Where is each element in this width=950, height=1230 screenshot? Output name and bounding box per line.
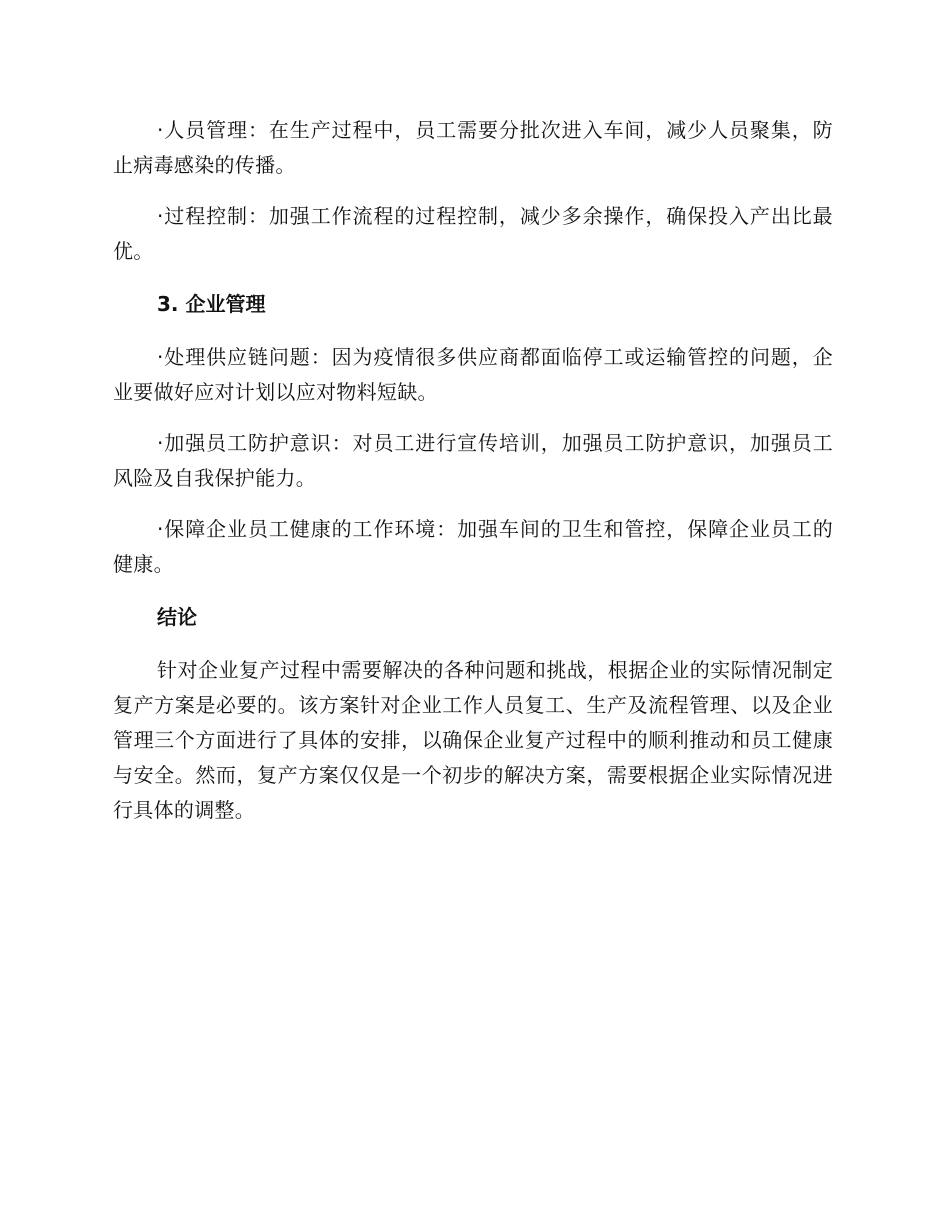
bullet-text: 因为疫情很多供应商都面临停工或运输管控的问题，企业要做好应对计划以应对物料短缺。 — [113, 345, 833, 404]
bullet-text: 对员工进行宣传培训，加强员工防护意识，加强员工风险及自我保护能力。 — [113, 431, 833, 490]
bullet-lead: ·人员管理： — [157, 118, 269, 142]
bullet-lead: ·过程控制： — [157, 204, 269, 228]
conclusion-paragraph: 针对企业复产过程中需要解决的各种问题和挑战，根据企业的实际情况制定复产方案是必要的。该方案针对企业工作人员复工、生产及流程管理、以及企业管理三个方面进行了具体的安排，以确保企业复产过程中的顺利推动和员工健康与安全。然而，复产方案仅仅是一个初步的解决方案，需要根据企业实际情况进行具体的调整。 — [113, 658, 833, 822]
bullet-text: 加强车间的卫生和管控，保障企业员工的健康。 — [113, 517, 833, 576]
section-heading-enterprise-management: 3. 企业管理 — [157, 292, 266, 316]
bullet-protection-awareness — [113, 426, 833, 496]
bullet-healthy-environment — [113, 512, 833, 582]
document-page — [113, 113, 833, 828]
bullet-supply-chain — [113, 340, 833, 410]
bullet-text: 加强工作流程的过程控制，减少多余操作，确保投入产出比最优。 — [113, 204, 833, 263]
bullet-text: 在生产过程中，员工需要分批次进入车间，减少人员聚集，防止病毒感染的传播。 — [113, 118, 833, 177]
bullet-lead: ·保障企业员工健康的工作环境： — [157, 517, 458, 541]
section-heading-conclusion: 结论 — [157, 605, 197, 629]
bullet-lead: ·处理供应链问题： — [157, 345, 332, 369]
bullet-lead: ·加强员工防护意识： — [157, 431, 353, 455]
bullet-personnel-management — [113, 113, 833, 183]
bullet-process-control — [113, 199, 833, 269]
